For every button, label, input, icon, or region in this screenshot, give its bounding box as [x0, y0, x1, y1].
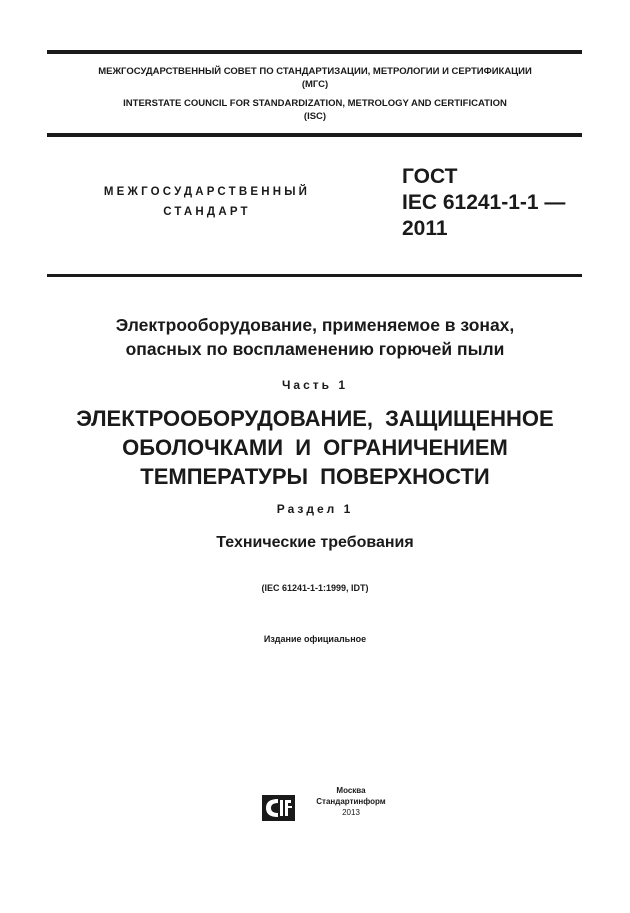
- subtitle: Технические требования: [216, 534, 414, 551]
- council-name-en: INTERSTATE COUNCIL FOR STANDARDIZATION, METROLOGY AND CERTIFICATION: [123, 98, 507, 109]
- main-title-line2: ОБОЛОЧКАМИ И ОГРАНИЧЕНИЕМ: [122, 435, 508, 460]
- gost-line1: ГОСТ: [402, 165, 458, 188]
- standartinform-logo-icon: [262, 795, 295, 821]
- header-rule: [47, 133, 582, 137]
- publisher-city: Москва: [336, 786, 366, 795]
- publisher-year: 2013: [342, 808, 360, 817]
- publisher-block: [305, 785, 397, 818]
- top-rule: [47, 50, 582, 54]
- publisher-name: Стандартинформ: [316, 797, 386, 806]
- title-line1: Электрооборудование, применяемое в зонах,: [115, 315, 515, 335]
- title-line2: опасных по воспламенению горючей пыли: [125, 339, 505, 359]
- main-title-line1: ЭЛЕКТРООБОРУДОВАНИЕ, ЗАЩИЩЕННОЕ: [76, 406, 554, 431]
- standard-type: [62, 182, 352, 222]
- main-title-line3: ТЕМПЕРАТУРЫ ПОВЕРХНОСТИ: [140, 464, 490, 489]
- standard-type-line1: МЕЖГОСУДАРСТВЕННЫЙ: [103, 186, 311, 198]
- designation-rule: [47, 274, 582, 277]
- part-label: Часть 1: [281, 378, 349, 392]
- council-abbr-en: (ISC): [303, 111, 327, 122]
- council-name-ru: МЕЖГОСУДАРСТВЕННЫЙ СОВЕТ ПО СТАНДАРТИЗАЦИИ, МЕТРОЛОГИИ И СЕРТИФИКАЦИИ: [98, 66, 532, 77]
- section-label: Раздел 1: [276, 502, 354, 516]
- gost-line3: 2011: [402, 217, 448, 240]
- gost-line2: IEC 61241-1-1 —: [402, 191, 566, 214]
- gost-designation: [402, 164, 565, 242]
- edition-note: Издание официальное: [263, 634, 367, 644]
- council-abbr-ru: (МГС): [301, 79, 329, 90]
- iec-reference: (IEC 61241-1-1:1999, IDT): [261, 583, 369, 593]
- standard-type-line2: СТАНДАРТ: [163, 206, 251, 218]
